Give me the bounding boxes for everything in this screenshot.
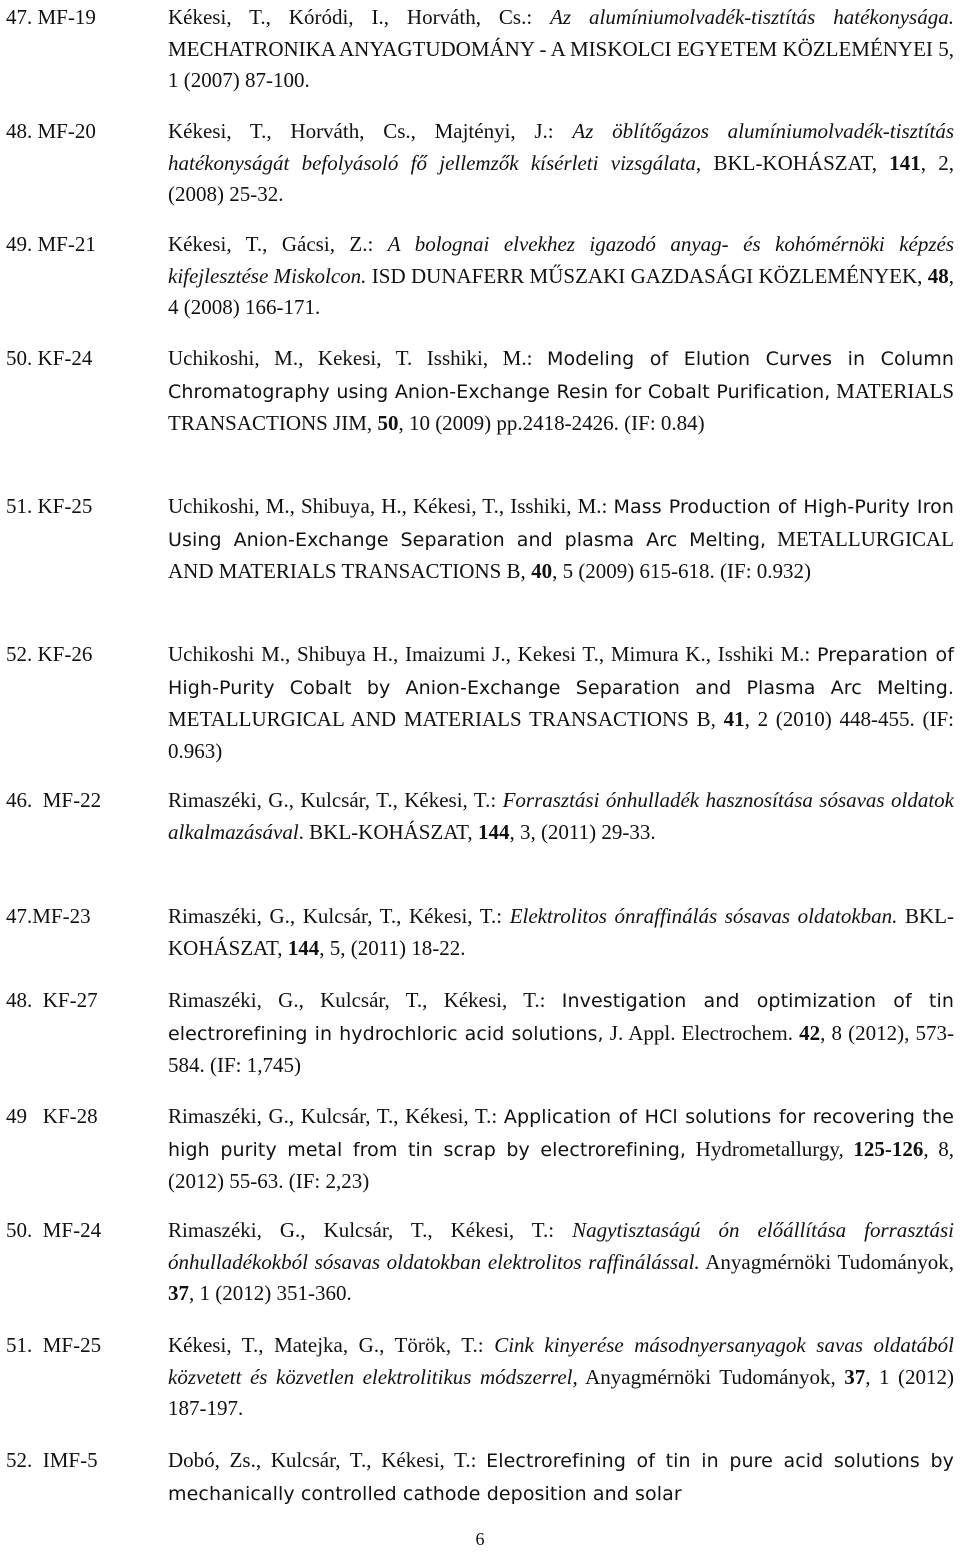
reference-number: 49. MF-21 [6,232,96,256]
reference-number: 46. MF-22 [6,788,102,812]
reference-number: 47. MF-19 [6,5,96,29]
reference-number: 50. KF-24 [6,346,93,370]
reference-text: Kékesi, T., Kóródi, I., Horváth, Cs.: Az alumíniumolvadék-tisztítás hatékonysága. MECHATRONIKA ANYAGTUDOMÁNY - A MISKOLCI EGYETEM KÖZLEMÉNYEI 5, 1 (2007) 87-100. [168,5,954,92]
reference-text: Rimaszéki, G., Kulcsár, T., Kékesi, T.: Investigation and optimization of tin electrorefining in hydrochloric acid solutions, J. Appl. Electrochem. 42, 8 (2012), 573-584. (IF: 1,745) [168,988,954,1077]
reference-text: Uchikoshi, M., Shibuya, H., Kékesi, T., Isshiki, M.: Mass Production of High-Purity Iron Using Anion-Exchange Separation and plasma Arc Melting, METALLURGICAL AND MATERIALS TRANSACTIONS B, 40, 5 (2009) 615-618. (IF: 0.932) [168,494,954,583]
reference-text: Rimaszéki, G., Kulcsár, T., Kékesi, T.: Elektrolitos ónraffinálás sósavas oldatokban. BKL-KOHÁSZAT, 144, 5, (2011) 18-22. [168,904,954,960]
reference-number: 47.MF-23 [6,904,91,928]
reference-number: 51. MF-25 [6,1333,102,1357]
reference-text: Dobó, Zs., Kulcsár, T., Kékesi, T.: Electrorefining of tin in pure acid solutions by mechanically controlled cathode deposition and solar [168,1448,955,1505]
reference-text: Kékesi, T., Matejka, G., Török, T.: Cink kinyerése másodnyersanyagok savas oldatából közvetett és közvetlen elektrolitikus módszerrel, Anyagmérnöki Tudományok, 37, 1 (2012) 187-197. [168,1333,954,1420]
reference-text: Uchikoshi, M., Kekesi, T. Isshiki, M.: Modeling of Elution Curves in Column Chromatography using Anion-Exchange Resin for Cobalt Purification, MATERIALS TRANSACTIONS JIM, 50, 10 (2009) pp.2418-2426. (IF: 0.84) [168,346,955,435]
reference-text: Kékesi, T., Gácsi, Z.: A bolognai elvekhez igazodó anyag- és kohómérnöki képzés kifejlesztése Miskolcon. ISD DUNAFERR MŰSZAKI GAZDASÁGI KÖZLEMÉNYEK, 48, 4 (2008) 166-171. [168,232,954,319]
reference-number: 49 KF-28 [6,1104,98,1128]
reference-number: 48. MF-20 [6,119,96,143]
reference-text: Rimaszéki, G., Kulcsár, T., Kékesi, T.: Forrasztási ónhulladék hasznosítása sósavas oldatok alkalmazásával. BKL-KOHÁSZAT, 144, 3, (2011) 29-33. [168,788,954,844]
reference-text: Rimaszéki, G., Kulcsár, T., Kékesi, T.: Nagytisztaságú ón előállítása forrasztási ónhulladékokból sósavas oldatokban elektrolitos raffinálással. Anyagmérnöki Tudományok, 37, 1 (2012) 351-360. [168,1218,954,1305]
reference-number: 51. KF-25 [6,494,93,518]
reference-number: 52. KF-26 [6,642,93,666]
reference-text: Rimaszéki, G., Kulcsár, T., Kékesi, T.: Application of HCl solutions for recovering the high purity metal from tin scrap by electrorefining, Hydrometallurgy, 125-126, 8, (2012) 55-63. (IF: 2,23) [168,1104,955,1193]
reference-text: Uchikoshi M., Shibuya H., Imaizumi J., Kekesi T., Mimura K., Isshiki M.: Preparation of High-Purity Cobalt by Anion-Exchange Separation and Plasma Arc Melting. METALLURGICAL AND MATERIALS TRANSACTIONS B, 41, 2 (2010) 448-455. (IF: 0.963) [168,642,955,763]
reference-number: 50. MF-24 [6,1218,102,1242]
reference-number: 52. IMF-5 [6,1448,98,1472]
page-number: 6 [475,1529,485,1549]
reference-text: Kékesi, T., Horváth, Cs., Majtényi, J.: Az öblítőgázos alumíniumolvadék-tisztítás hatékonyságát befolyásoló fő jellemzők kísérleti vizsgálata, BKL-KOHÁSZAT, 141, 2, (2008) 25-32. [168,119,955,206]
reference-number: 48. KF-27 [6,988,98,1012]
